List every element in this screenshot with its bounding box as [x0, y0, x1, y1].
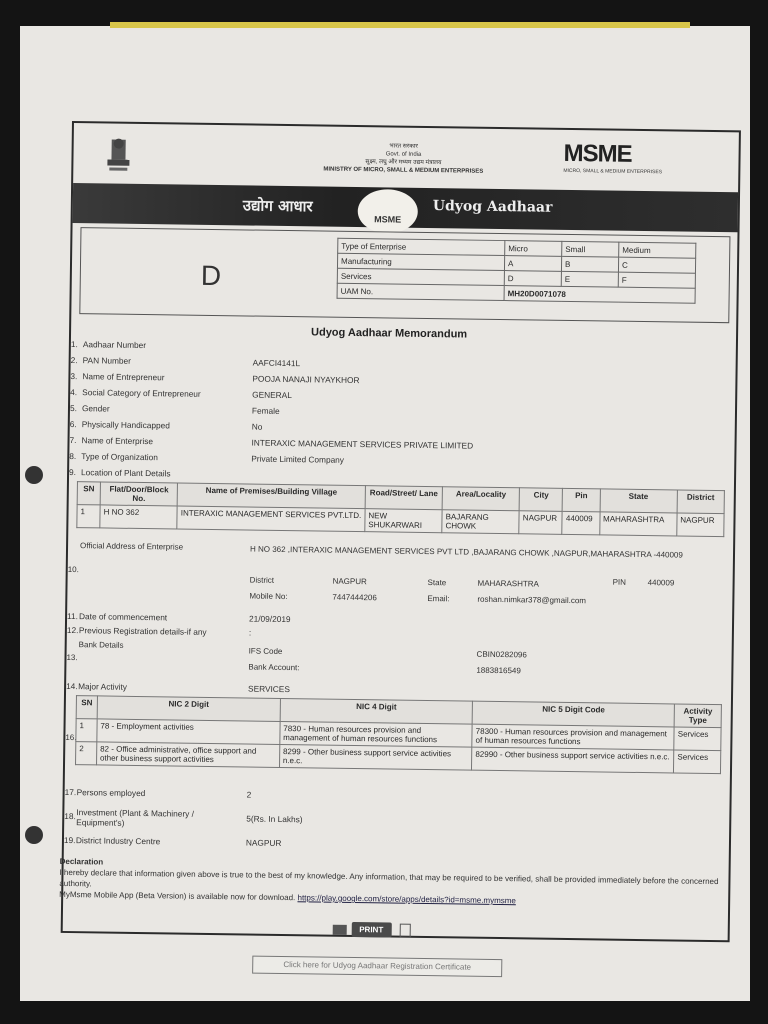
- field-number: 11.: [67, 610, 79, 622]
- field-number: 12.: [66, 624, 79, 636]
- uam-number: MH20D0071078: [504, 286, 695, 304]
- column-header: Road/Street/ Lane: [365, 486, 443, 510]
- table-cell: D: [504, 271, 561, 287]
- table-cell: NAGPUR: [677, 513, 725, 537]
- field-row: [66, 681, 290, 694]
- declaration-title: Declaration: [59, 856, 104, 867]
- table-cell: Small: [562, 241, 619, 257]
- table-cell: 78300 - Human resources provision and management of human resources functions: [472, 724, 674, 750]
- document-paper: [20, 26, 750, 1001]
- field-label: Aadhaar Number: [82, 339, 147, 351]
- field-label: Type of Organization: [81, 451, 158, 463]
- field-row: [70, 419, 263, 432]
- table-cell: 1: [77, 505, 100, 528]
- hole-punch-bottom: [25, 826, 43, 844]
- memorandum-title: Udyog Aadhaar Memorandum: [310, 326, 468, 341]
- field-value: INTERAXIC MANAGEMENT SERVICES PRIVATE LIMITED: [251, 437, 474, 451]
- table-cell: INTERAXIC MANAGEMENT SERVICES PVT.LTD.: [177, 506, 365, 532]
- mobile-app-text: MyMsme Mobile App (Beta Version) is available now for download.: [59, 889, 296, 903]
- district-value: NAGPUR: [332, 576, 367, 587]
- field-value: POOJA NANAJI NYAYKHOR: [252, 373, 360, 386]
- ifs-code-label: IFS Code: [248, 646, 283, 656]
- field-number: 10.: [67, 564, 79, 575]
- field-value: AAFCI4141L: [252, 357, 301, 369]
- column-header: Pin: [563, 488, 600, 512]
- declaration-text: I hereby declare that information given above is true to the best of my knowledge. Any information, that may be required to be verified, shall be provided immediately before the concerned authority.: [59, 867, 719, 889]
- ministry-heading: [273, 141, 533, 177]
- field-number: 13.: [66, 652, 78, 663]
- field-value: SERVICES: [248, 683, 290, 695]
- field-row: [69, 451, 344, 465]
- column-header: NIC 5 Digit Code: [472, 701, 674, 727]
- table-cell: 82990 - Other business support service activities n.e.c.: [472, 747, 674, 773]
- field-label: Persons employed: [76, 787, 146, 799]
- field-value: NAGPUR: [245, 837, 282, 848]
- table-cell: Type of Enterprise: [338, 238, 505, 255]
- table-cell: Manufacturing: [337, 253, 504, 270]
- field-number: 7.: [69, 434, 77, 446]
- table-cell: 2: [76, 742, 97, 765]
- field-number: 2.: [70, 355, 78, 366]
- column-header: Flat/Door/Block No.: [100, 482, 178, 506]
- table-cell: C: [618, 257, 695, 273]
- banner-hindi-title: उद्योग आधार: [242, 196, 313, 216]
- bank-details-label: Bank Details: [78, 640, 124, 650]
- field-value: Private Limited Company: [251, 453, 345, 465]
- hole-punch-top: [25, 466, 43, 484]
- table-cell: 440009: [562, 511, 599, 535]
- field-value: No: [251, 421, 263, 432]
- category-box: [79, 227, 730, 323]
- field-label: Previous Registration details-if any: [78, 625, 207, 637]
- column-header: SN: [77, 482, 100, 505]
- column-header: District: [677, 490, 725, 514]
- field-label: Date of commencement: [79, 611, 168, 623]
- field-label: Physically Handicapped: [81, 419, 170, 431]
- field-row: [71, 355, 301, 368]
- table-cell: 7830 - Human resources provision and management of human resources functions: [280, 721, 473, 747]
- field-number: 4.: [70, 387, 78, 398]
- table-cell: BAJARANG CHOWK: [442, 510, 520, 534]
- field-number: 14.: [66, 680, 78, 692]
- field-number: 3.: [70, 371, 78, 382]
- plant-location-table: [76, 481, 725, 537]
- column-header: State: [600, 489, 678, 513]
- ministry-hindi-line1: भारत सरकार: [389, 143, 418, 150]
- ministry-hindi-line3: सूक्ष्म, लघु और मध्यम उद्यम मंत्रालय: [365, 159, 442, 167]
- field-row: [64, 835, 282, 848]
- column-header: NIC 4 Digit: [280, 698, 473, 724]
- msme-seal-icon: MSME: [357, 189, 418, 234]
- mobile-value: 7447444206: [332, 592, 377, 603]
- field-row: [67, 611, 291, 624]
- bank-account-value: 1883816549: [476, 665, 521, 676]
- print-button[interactable]: PRINT: [351, 922, 391, 938]
- field-label: Social Category of Entrepreneur: [82, 387, 201, 399]
- mobile-label: Mobile No:: [249, 591, 288, 602]
- registration-certificate-button[interactable]: Click here for Udyog Aadhaar Registration Certificate: [252, 956, 502, 977]
- column-header: City: [519, 488, 562, 512]
- enterprise-type-table: [337, 238, 697, 304]
- column-header: NIC 2 Digit: [97, 696, 280, 722]
- national-emblem-icon: [101, 135, 136, 175]
- mobile-app-link[interactable]: https://play.google.com/store/apps/details?id=msme.mymsme: [297, 893, 516, 906]
- column-header: Area/Locality: [442, 487, 520, 511]
- table-cell: A: [504, 256, 561, 272]
- pin-value: 440009: [647, 578, 675, 588]
- field-number: 18.: [64, 811, 76, 822]
- field-value: 5(Rs. In Lakhs): [246, 813, 303, 825]
- field-label: Location of Plant Details: [81, 467, 171, 479]
- pin-label: PIN: [612, 577, 627, 587]
- field-number: 17.: [64, 786, 77, 798]
- column-header: Name of Premises/Building Village: [177, 483, 365, 509]
- field-row: [67, 625, 251, 638]
- column-header: SN: [76, 696, 97, 719]
- field-row: [70, 387, 292, 400]
- field-number: 1.: [70, 339, 78, 350]
- banner-english-title: Udyog Aadhaar: [432, 198, 553, 216]
- enterprise-category-letter: D: [200, 259, 222, 292]
- state-value: MAHARASHTRA: [477, 578, 539, 589]
- nic-code-table: [75, 695, 722, 774]
- official-address-value: H NO 362 ,INTERAXIC MANAGEMENT SERVICES PVT LTD ,BAJARANG CHOWK ,NAGPUR,MAHARASHTRA -440009: [249, 544, 683, 560]
- field-value: Female: [251, 405, 280, 416]
- table-cell: 82 - Office administrative, office support and other business support activities: [96, 742, 279, 768]
- field-label: Major Activity: [78, 681, 128, 692]
- field-number: 8.: [69, 450, 77, 462]
- table-cell: 8299 - Other business support service activities n.e.c.: [279, 744, 472, 770]
- field-row: [71, 339, 253, 352]
- table-cell: 1: [76, 719, 97, 742]
- table-cell: E: [561, 271, 618, 287]
- table-cell: Services: [674, 750, 721, 774]
- print-bar: [333, 922, 411, 938]
- file-icon: [400, 923, 411, 937]
- table-cell: NAGPUR: [519, 511, 562, 535]
- msme-logo-subtitle: MICRO, SMALL & MEDIUM ENTERPRISES: [563, 167, 663, 176]
- field-number: 16.: [65, 732, 77, 743]
- field-label: Name of Entrepreneur: [82, 371, 165, 383]
- printer-icon: [333, 924, 347, 934]
- table-cell: Services: [674, 727, 721, 751]
- field-number: 19.: [63, 834, 76, 846]
- table-cell: 78 - Employment activities: [97, 719, 280, 745]
- email-value: roshan.nimkar378@gmail.com: [477, 594, 587, 606]
- field-row: [65, 787, 252, 800]
- field-label: PAN Number: [82, 355, 131, 366]
- field-row: [70, 403, 280, 416]
- field-row: [64, 807, 303, 830]
- ministry-english: MINISTRY OF MICRO, SMALL & MEDIUM ENTERPRISES: [323, 166, 484, 175]
- declaration-section: [59, 856, 720, 909]
- field-label: Investment (Plant & Machinery / Equipment's): [76, 807, 195, 828]
- district-label: District: [249, 575, 275, 585]
- field-label: District Industry Centre: [75, 835, 161, 847]
- bank-account-label: Bank Account:: [248, 662, 300, 673]
- table-cell: H NO 362: [100, 505, 178, 529]
- table-cell: UAM No.: [337, 283, 504, 300]
- field-value: :: [248, 627, 252, 638]
- udyog-aadhaar-memorandum: [59, 121, 741, 972]
- ifs-code-value: CBIN0282096: [476, 649, 527, 660]
- ministry-hindi-line2: Govt. of India: [385, 151, 422, 158]
- official-address-label: Official Address of Enterprise: [80, 541, 184, 552]
- field-row: [69, 467, 251, 480]
- state-label: State: [427, 578, 447, 588]
- table-cell: B: [561, 256, 618, 272]
- table-cell: Services: [337, 268, 504, 285]
- table-cell: F: [618, 272, 695, 288]
- field-number: 5.: [69, 403, 77, 414]
- field-value: GENERAL: [252, 389, 292, 401]
- table-cell: Medium: [619, 242, 696, 258]
- field-value: 2: [246, 789, 252, 800]
- field-number: 9.: [69, 466, 77, 478]
- email-label: Email:: [427, 594, 450, 604]
- table-cell: Micro: [505, 241, 562, 257]
- field-label: Gender: [81, 403, 110, 414]
- table-cell: MAHARASHTRA: [599, 512, 677, 536]
- column-header: Activity Type: [674, 704, 721, 728]
- field-label: Name of Enterprise: [81, 435, 154, 447]
- msme-logo-text: MSME: [563, 139, 632, 168]
- field-number: 6.: [69, 418, 77, 430]
- field-value: 21/09/2019: [249, 613, 291, 625]
- field-row: [69, 435, 473, 451]
- table-cell: NEW SHUKARWARI: [365, 509, 443, 533]
- msme-logo: [563, 140, 684, 182]
- field-row: [70, 371, 359, 385]
- udyog-aadhaar-banner: [73, 183, 738, 232]
